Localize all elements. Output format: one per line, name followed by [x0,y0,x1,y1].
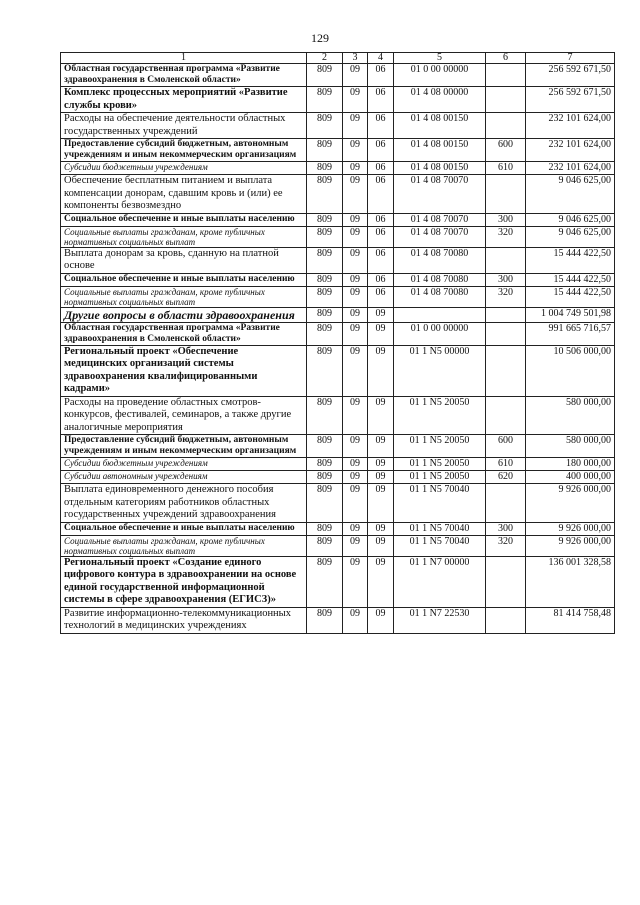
target-article-cell: 01 1 N5 70040 [394,535,486,556]
table-row [61,87,615,113]
admin-code-cell: 809 [307,226,343,247]
item-name-cell: Обеспечение бесплатным питанием и выплата компенсации донорам, сдавшим кровь и (или) ее компоненты безвозмездно [61,175,307,214]
amount-cell: 232 101 624,00 [526,162,615,175]
amount-cell: 9 046 625,00 [526,226,615,247]
section-code-cell: 09 [343,484,368,523]
target-article-cell: 01 4 08 70070 [394,175,486,214]
section-code-cell: 09 [343,435,368,458]
admin-code-cell: 809 [307,139,343,162]
expense-type-cell [486,345,526,396]
amount-cell: 9 926 000,00 [526,535,615,556]
subsection-code-cell: 09 [368,345,394,396]
amount-cell: 81 414 758,48 [526,607,615,633]
target-article-cell: 01 4 08 70070 [394,213,486,226]
section-code-cell: 09 [343,113,368,139]
subsection-code-cell: 06 [368,226,394,247]
target-article-cell: 01 4 08 70080 [394,286,486,307]
amount-cell: 10 506 000,00 [526,345,615,396]
expense-type-cell [486,64,526,87]
subsection-code-cell: 06 [368,87,394,113]
table-row [61,396,615,435]
subsection-code-cell: 06 [368,113,394,139]
section-code-cell: 09 [343,175,368,214]
section-code-cell: 09 [343,322,368,345]
header-row [61,53,615,64]
item-name-cell: Выплата донорам за кровь, сданную на платной основе [61,247,307,273]
table-row [61,113,615,139]
item-name-cell: Выплата единовременного денежного пособия отдельным категориям работников областных государственных учреждений здравоохранения [61,484,307,523]
item-name-cell: Другие вопросы в области здравоохранения [61,307,307,322]
expense-type-cell [486,484,526,523]
section-code-cell: 09 [343,139,368,162]
amount-cell: 991 665 716,57 [526,322,615,345]
item-name-cell: Социальное обеспечение и иные выплаты населению [61,213,307,226]
section-code-cell: 09 [343,162,368,175]
item-name-cell: Областная государственная программа «Развитие здравоохранения в Смоленской области» [61,64,307,87]
admin-code-cell: 809 [307,247,343,273]
amount-cell: 580 000,00 [526,396,615,435]
item-name-cell: Социальное обеспечение и иные выплаты населению [61,273,307,286]
table-body [61,64,615,634]
item-name-cell: Социальное обеспечение и иные выплаты населению [61,522,307,535]
table-row [61,484,615,523]
expense-type-cell [486,607,526,633]
amount-cell: 15 444 422,50 [526,247,615,273]
column-header: 5 [394,53,486,64]
subsection-code-cell: 09 [368,458,394,471]
item-name-cell: Социальные выплаты гражданам, кроме публичных нормативных социальных выплат [61,286,307,307]
target-article-cell: 01 1 N5 70040 [394,484,486,523]
expense-type-cell: 300 [486,522,526,535]
subsection-code-cell: 09 [368,435,394,458]
target-article-cell: 01 0 00 00000 [394,64,486,87]
table-row [61,556,615,607]
admin-code-cell: 809 [307,322,343,345]
item-name-cell: Развитие информационно-телекоммуникационных технологий в медицинских учреждениях [61,607,307,633]
item-name-cell: Региональный проект «Создание единого цифрового контура в здравоохранении на основе единой государственной информационной системы в сфере здравоохранения (ЕГИСЗ)» [61,556,307,607]
admin-code-cell: 809 [307,435,343,458]
expense-type-cell: 600 [486,435,526,458]
target-article-cell: 01 1 N5 00000 [394,345,486,396]
column-header: 1 [61,53,307,64]
subsection-code-cell: 06 [368,175,394,214]
table-row [61,162,615,175]
admin-code-cell: 809 [307,471,343,484]
table-row [61,345,615,396]
section-code-cell: 09 [343,458,368,471]
table-row [61,435,615,458]
expense-type-cell: 300 [486,273,526,286]
amount-cell: 256 592 671,50 [526,64,615,87]
admin-code-cell: 809 [307,87,343,113]
subsection-code-cell: 06 [368,139,394,162]
admin-code-cell: 809 [307,535,343,556]
subsection-code-cell: 06 [368,273,394,286]
table-row [61,247,615,273]
target-article-cell: 01 0 00 00000 [394,322,486,345]
item-name-cell: Социальные выплаты гражданам, кроме публичных нормативных социальных выплат [61,535,307,556]
item-name-cell: Субсидии бюджетным учреждениям [61,162,307,175]
amount-cell: 9 046 625,00 [526,175,615,214]
amount-cell: 232 101 624,00 [526,113,615,139]
item-name-cell: Расходы на обеспечение деятельности областных государственных учреждений [61,113,307,139]
table-row [61,139,615,162]
amount-cell: 9 046 625,00 [526,213,615,226]
expense-type-cell: 610 [486,458,526,471]
section-code-cell: 09 [343,286,368,307]
admin-code-cell: 809 [307,113,343,139]
subsection-code-cell: 09 [368,307,394,322]
subsection-code-cell: 09 [368,471,394,484]
table-row [61,175,615,214]
target-article-cell: 01 1 N7 00000 [394,556,486,607]
section-code-cell: 09 [343,226,368,247]
expense-type-cell [486,307,526,322]
expense-type-cell: 300 [486,213,526,226]
amount-cell: 9 926 000,00 [526,484,615,523]
section-code-cell: 09 [343,607,368,633]
target-article-cell: 01 4 08 70070 [394,226,486,247]
section-code-cell: 09 [343,64,368,87]
admin-code-cell: 809 [307,175,343,214]
admin-code-cell: 809 [307,64,343,87]
admin-code-cell: 809 [307,522,343,535]
admin-code-cell: 809 [307,213,343,226]
section-code-cell: 09 [343,247,368,273]
item-name-cell: Комплекс процессных мероприятий «Развитие службы крови» [61,87,307,113]
subsection-code-cell: 09 [368,522,394,535]
budget-table [60,52,615,634]
table-row [61,471,615,484]
target-article-cell [394,307,486,322]
table-row [61,213,615,226]
table-row [61,607,615,633]
target-article-cell: 01 4 08 00000 [394,87,486,113]
expense-type-cell [486,396,526,435]
table-row [61,535,615,556]
amount-cell: 1 004 749 501,98 [526,307,615,322]
expense-type-cell [486,175,526,214]
section-code-cell: 09 [343,345,368,396]
expense-type-cell [486,87,526,113]
page-number: 129 [311,31,329,45]
item-name-cell: Расходы на проведение областных смотров-конкурсов, фестивалей, семинаров, а также другие аналогичные мероприятия [61,396,307,435]
expense-type-cell [486,556,526,607]
admin-code-cell: 809 [307,162,343,175]
item-name-cell: Предоставление субсидий бюджетным, автономным учреждениям и иным некоммерческим организациям [61,139,307,162]
amount-cell: 400 000,00 [526,471,615,484]
admin-code-cell: 809 [307,273,343,286]
amount-cell: 9 926 000,00 [526,522,615,535]
subsection-code-cell: 09 [368,607,394,633]
target-article-cell: 01 1 N5 20050 [394,458,486,471]
section-code-cell: 09 [343,522,368,535]
column-header: 2 [307,53,343,64]
amount-cell: 256 592 671,50 [526,87,615,113]
section-code-cell: 09 [343,471,368,484]
table-row [61,226,615,247]
amount-cell: 580 000,00 [526,435,615,458]
item-name-cell: Субсидии бюджетным учреждениям [61,458,307,471]
item-name-cell: Субсидии автономным учреждениям [61,471,307,484]
table-row [61,286,615,307]
admin-code-cell: 809 [307,345,343,396]
item-name-cell: Предоставление субсидий бюджетным, автономным учреждениям и иным некоммерческим организациям [61,435,307,458]
expense-type-cell [486,322,526,345]
subsection-code-cell: 09 [368,484,394,523]
item-name-cell: Социальные выплаты гражданам, кроме публичных нормативных социальных выплат [61,226,307,247]
expense-type-cell [486,247,526,273]
subsection-code-cell: 09 [368,322,394,345]
target-article-cell: 01 4 08 70080 [394,273,486,286]
expense-type-cell: 600 [486,139,526,162]
admin-code-cell: 809 [307,607,343,633]
target-article-cell: 01 4 08 00150 [394,139,486,162]
column-header: 6 [486,53,526,64]
expense-type-cell: 320 [486,286,526,307]
table-row [61,273,615,286]
admin-code-cell: 809 [307,286,343,307]
subsection-code-cell: 09 [368,535,394,556]
amount-cell: 232 101 624,00 [526,139,615,162]
amount-cell: 180 000,00 [526,458,615,471]
table-row [61,64,615,87]
admin-code-cell: 809 [307,484,343,523]
section-code-cell: 09 [343,307,368,322]
target-article-cell: 01 4 08 70080 [394,247,486,273]
admin-code-cell: 809 [307,307,343,322]
target-article-cell: 01 1 N5 20050 [394,435,486,458]
subsection-code-cell: 09 [368,396,394,435]
subsection-code-cell: 06 [368,213,394,226]
subsection-code-cell: 06 [368,286,394,307]
section-code-cell: 09 [343,213,368,226]
item-name-cell: Областная государственная программа «Развитие здравоохранения в Смоленской области» [61,322,307,345]
section-code-cell: 09 [343,556,368,607]
subsection-code-cell: 06 [368,247,394,273]
item-name-cell: Региональный проект «Обеспечение медицинских организаций системы здравоохранения квалифицированными кадрами» [61,345,307,396]
expense-type-cell: 320 [486,535,526,556]
section-code-cell: 09 [343,87,368,113]
target-article-cell: 01 1 N7 22530 [394,607,486,633]
expense-type-cell: 320 [486,226,526,247]
section-code-cell: 09 [343,273,368,286]
expense-type-cell: 610 [486,162,526,175]
column-header: 7 [526,53,615,64]
amount-cell: 15 444 422,50 [526,273,615,286]
admin-code-cell: 809 [307,458,343,471]
table-row [61,522,615,535]
subsection-code-cell: 09 [368,556,394,607]
target-article-cell: 01 1 N5 20050 [394,471,486,484]
table-row [61,458,615,471]
section-code-cell: 09 [343,396,368,435]
column-header: 3 [343,53,368,64]
target-article-cell: 01 4 08 00150 [394,162,486,175]
amount-cell: 136 001 328,58 [526,556,615,607]
target-article-cell: 01 1 N5 20050 [394,396,486,435]
amount-cell: 15 444 422,50 [526,286,615,307]
target-article-cell: 01 1 N5 70040 [394,522,486,535]
expense-type-cell [486,113,526,139]
subsection-code-cell: 06 [368,64,394,87]
expense-type-cell: 620 [486,471,526,484]
admin-code-cell: 809 [307,556,343,607]
table-row [61,307,615,322]
admin-code-cell: 809 [307,396,343,435]
table-row [61,322,615,345]
column-header: 4 [368,53,394,64]
target-article-cell: 01 4 08 00150 [394,113,486,139]
section-code-cell: 09 [343,535,368,556]
subsection-code-cell: 06 [368,162,394,175]
